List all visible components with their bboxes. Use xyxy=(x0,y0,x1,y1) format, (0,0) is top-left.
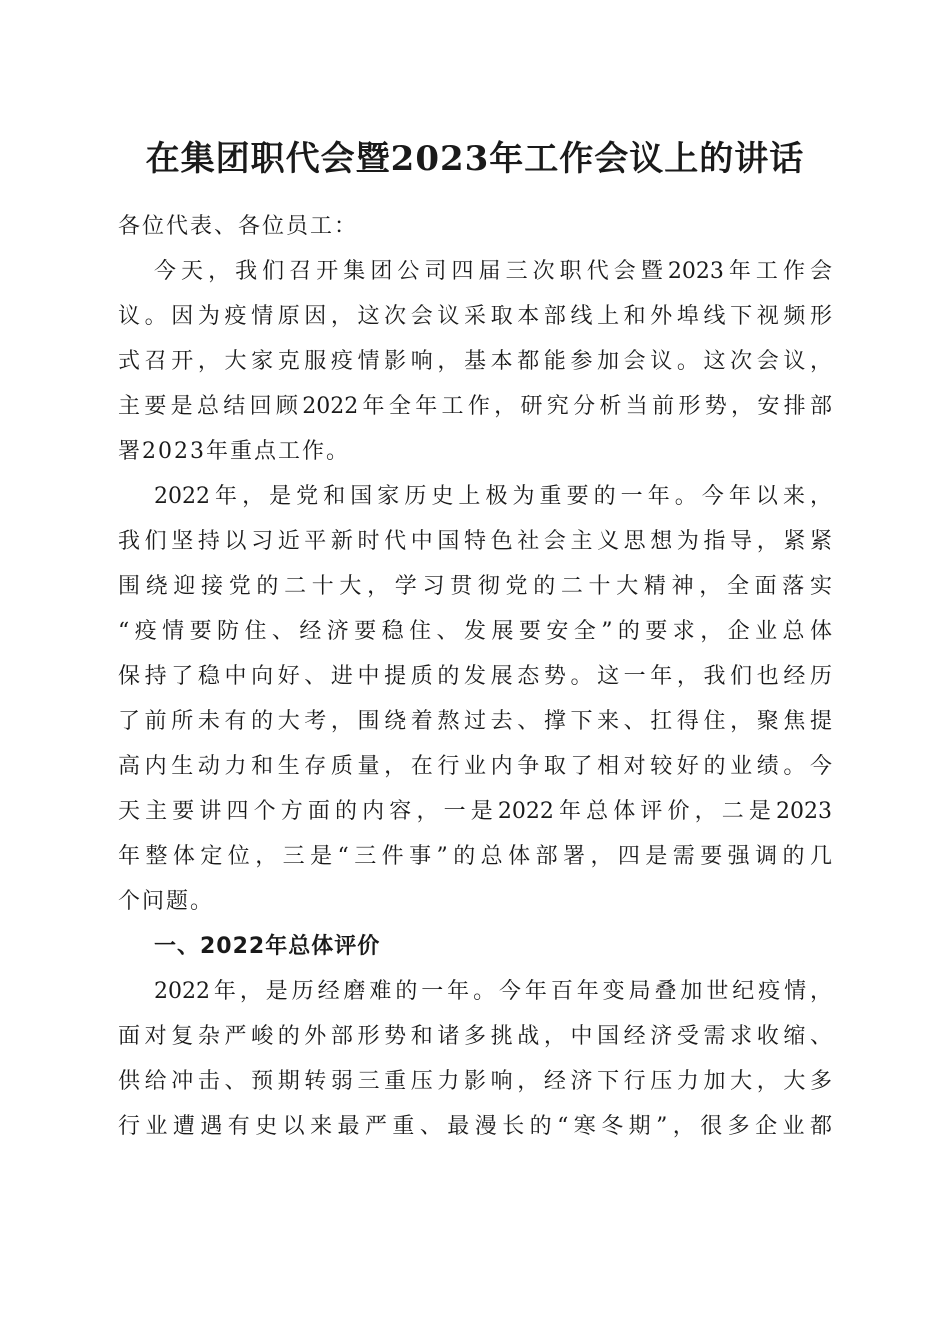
paragraph-line: 供给冲击、预期转弱三重压力影响，经济下行压力加大，大多 xyxy=(118,1069,832,1094)
paragraph-line: 我们坚持以习近平新时代中国特色社会主义思想为指导，紧紧 xyxy=(118,529,832,554)
paragraph-line: 个问题。 xyxy=(118,889,215,914)
document-title: 在集团职代会暨2023年工作会议上的讲话 xyxy=(145,139,805,179)
paragraph-line: 今天，我们召开集团公司四届三次职代会暨2023年工作会 xyxy=(154,259,832,284)
paragraph-line: “疫情要防住、经济要稳住、发展要安全”的要求，企业总体 xyxy=(118,619,832,644)
paragraph-line: 了前所未有的大考，围绕着熬过去、撑下来、扛得住，聚焦提 xyxy=(118,709,832,734)
paragraph-line: 2022年，是党和国家历史上极为重要的一年。今年以来， xyxy=(154,484,832,509)
paragraph-line: 署2023年重点工作。 xyxy=(118,439,350,464)
paragraph-line: 年整体定位，三是“三件事”的总体部署，四是需要强调的几 xyxy=(118,844,832,869)
paragraph-line: 2022年，是历经磨难的一年。今年百年变局叠加世纪疫情， xyxy=(154,979,832,1004)
paragraph-line: 议。因为疫情原因，这次会议采取本部线上和外埠线下视频形 xyxy=(118,304,832,329)
paragraph-line: 行业遭遇有史以来最严重、最漫长的“寒冬期”，很多企业都 xyxy=(118,1114,832,1139)
document-body xyxy=(118,204,832,1149)
paragraph-line: 主要是总结回顾2022年全年工作，研究分析当前形势，安排部 xyxy=(118,394,832,419)
section-heading: 一、2022年总体评价 xyxy=(154,934,381,959)
paragraph-line: 天主要讲四个方面的内容，一是2022年总体评价，二是2023 xyxy=(118,799,832,824)
paragraph-line: 面对复杂严峻的外部形势和诸多挑战，中国经济受需求收缩、 xyxy=(118,1024,832,1049)
paragraph-line: 保持了稳中向好、进中提质的发展态势。这一年，我们也经历 xyxy=(118,664,832,689)
paragraph-line: 高内生动力和生存质量，在行业内争取了相对较好的业绩。今 xyxy=(118,754,832,779)
salutation: 各位代表、各位员工： xyxy=(118,214,359,239)
paragraph-line: 式召开，大家克服疫情影响，基本都能参加会议。这次会议， xyxy=(118,349,832,374)
paragraph-line: 围绕迎接党的二十大，学习贯彻党的二十大精神，全面落实 xyxy=(118,574,832,599)
